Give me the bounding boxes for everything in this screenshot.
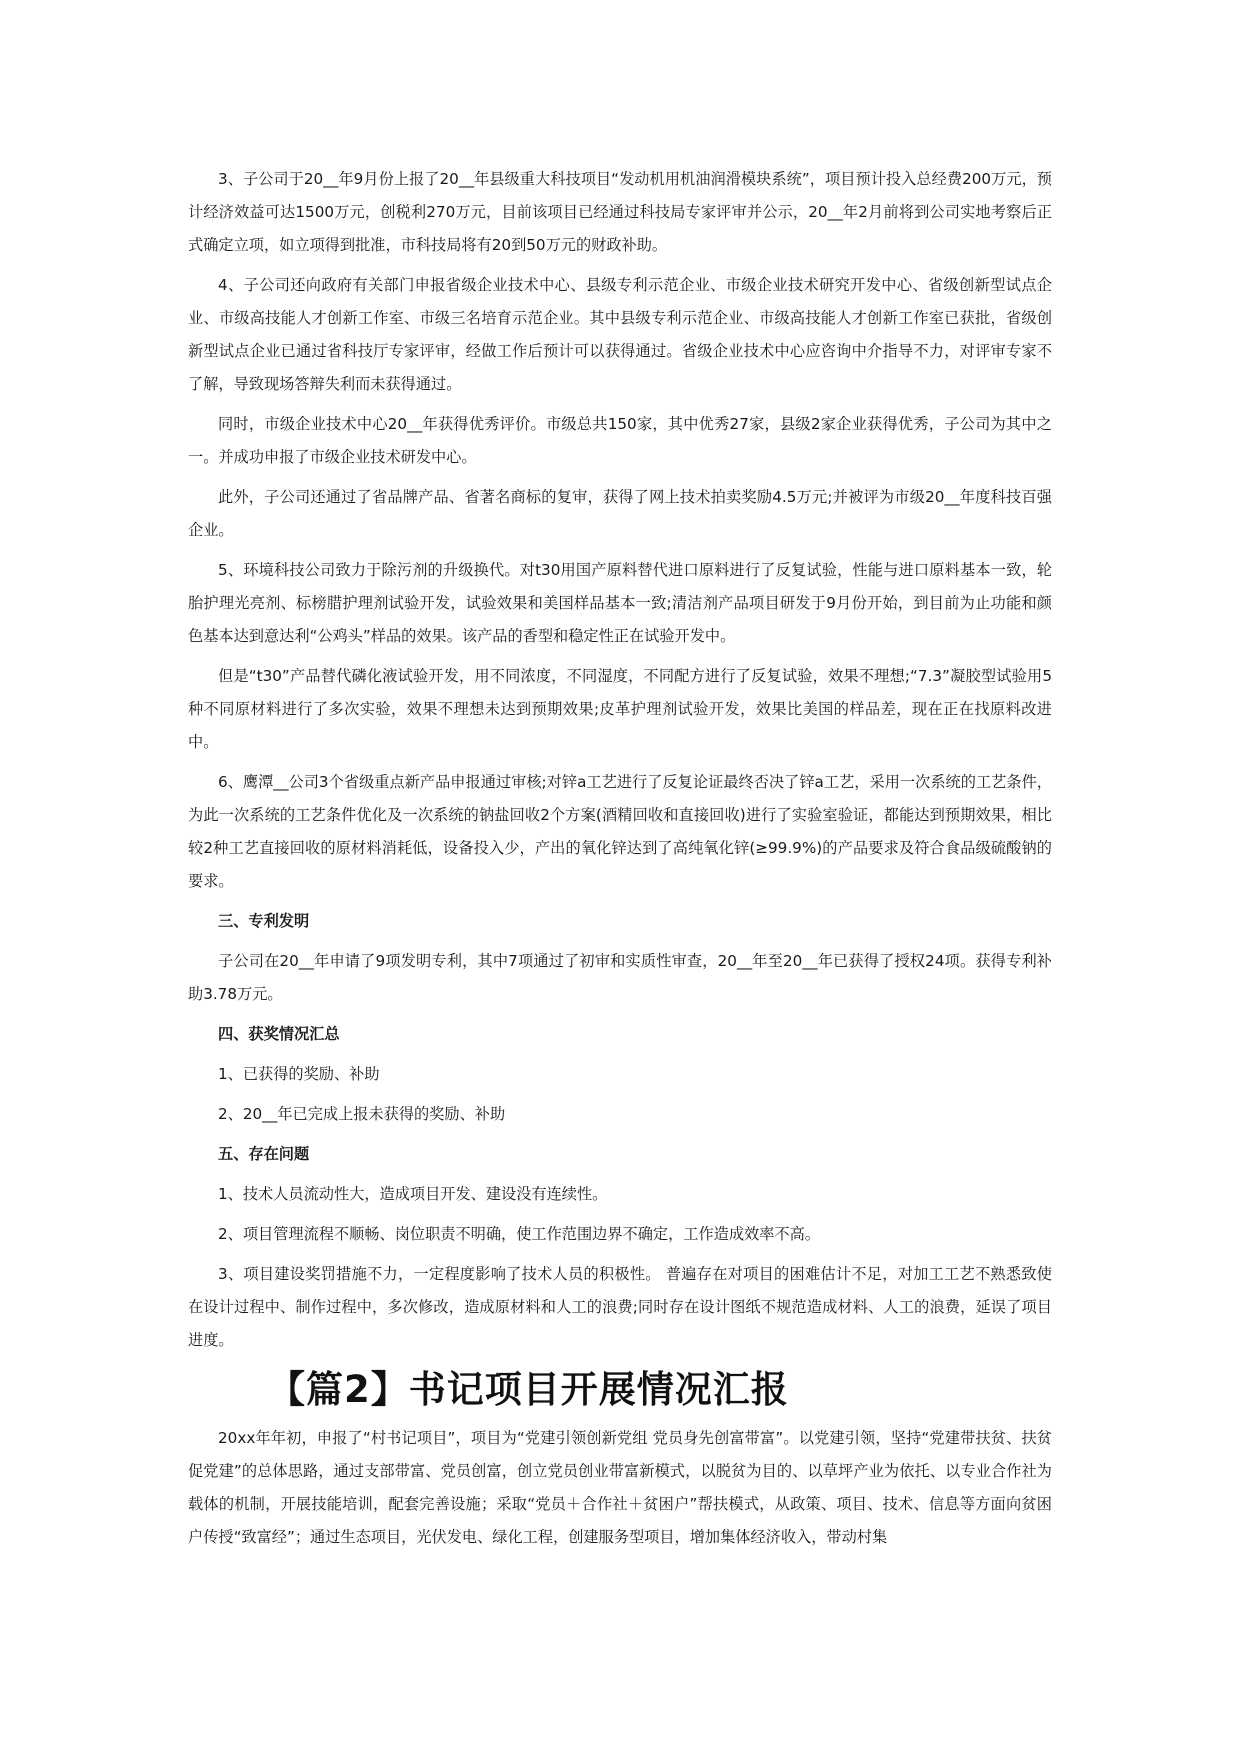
paragraph-patent: 子公司在20__年申请了9项发明专利，其中7项通过了初审和实质性审查，20__年至20__年已获得了授权24项。获得专利补助3.78万元。 <box>188 952 1052 1003</box>
section-heading-problems: 五、存在问题 <box>218 1145 310 1163</box>
paragraph-t30: 但是“t30”产品替代磷化液试验开发，用不同浓度，不同湿度，不同配方进行了反复试验，效果不理想;“7.3”凝胶型试验用5种不同原材料进行了多次实验，效果不理想未达到预期效果;皮革护理剂试验开发，效果比美国的样品差，现在正在找原料改进中。 <box>188 667 1052 751</box>
paragraph-chapter2: 20xx年年初，申报了“村书记项目”，项目为“党建引领创新党组 党员身先创富带富”。以党建引领，坚持“党建带扶贫、扶贫促党建”的总体思路，通过支部带富、党员创富，创立党员创业带富新模式，以脱贫为目的、以草坪产业为依托、以专业合作社为载体的机制，开展技能培训，配套完善设施；采取“党员＋合作社＋贫困户”帮扶模式，从政策、项目、技术、信息等方面向贫困户传授“致富经”；通过生态项目，光伏发电、绿化工程，创建服务型项目，增加集体经济收入，带动村集 <box>188 1429 1052 1546</box>
paragraph-review: 此外，子公司还通过了省品牌产品、省著名商标的复审，获得了网上技术拍卖奖励4.5万元;并被评为市级20__年度科技百强企业。 <box>188 488 1052 539</box>
problems-item-2: 2、项目管理流程不顺畅、岗位职责不明确，使工作范围边界不确定，工作造成效率不高。 <box>218 1225 820 1243</box>
document-body <box>188 163 1052 1561</box>
section-heading-awards: 四、获奖情况汇总 <box>218 1025 340 1043</box>
paragraph-item-4: 4、子公司还向政府有关部门申报省级企业技术中心、县级专利示范企业、市级企业技术研究开发中心、省级创新型试点企业、市级高技能人才创新工作室、市级三名培育示范企业。其中县级专利示范企业、市级高技能人才创新工作室已获批，省级创新型试点企业已通过省科技厅专家评审，经做工作后预计可以获得通过。省级企业技术中心应咨询中介指导不力，对评审专家不了解，导致现场答辩失利而未获得通过。 <box>188 276 1052 393</box>
paragraph-evaluation: 同时，市级企业技术中心20__年获得优秀评价。市级总共150家，其中优秀27家，县级2家企业获得优秀，子公司为其中之一。并成功申报了市级企业技术研发中心。 <box>188 415 1052 466</box>
paragraph-problems-3: 3、项目建设奖罚措施不力，一定程度影响了技术人员的积极性。 普遍存在对项目的困难估计不足，对加工工艺不熟悉致使在设计过程中、制作过程中，多次修改，造成原材料和人工的浪费;同时存在设计图纸不规范造成材料、人工的浪费，延误了项目进度。 <box>188 1265 1052 1349</box>
paragraph-item-5: 5、环境科技公司致力于除污剂的升级换代。对t30用国产原料替代进口原料进行了反复试验，性能与进口原料基本一致，轮胎护理光亮剂、标榜腊护理剂试验开发，试验效果和美国样品基本一致;清洁剂产品项目研发于9月份开始，到目前为止功能和颜色基本达到意达利“公鸡头”样品的效果。该产品的香型和稳定性正在试验开发中。 <box>188 561 1052 645</box>
awards-item-2: 2、20__年已完成上报未获得的奖励、补助 <box>218 1105 506 1123</box>
chapter-title: 【篇2】书记项目开展情况汇报 <box>268 1368 789 1411</box>
awards-item-1: 1、已获得的奖励、补助 <box>218 1065 380 1083</box>
paragraph-item-6: 6、鹰潭__公司3个省级重点新产品申报通过审核;对锌a工艺进行了反复论证最终否决了锌a工艺，采用一次系统的工艺条件，为此一次系统的工艺条件优化及一次系统的钠盐回收2个方案(酒精回收和直接回收)进行了实验室验证，都能达到预期效果，相比较2种工艺直接回收的原材料消耗低，设备投入少，产出的氧化锌达到了高纯氧化锌(≥99.9%)的产品要求及符合食品级硫酸钠的要求。 <box>188 773 1052 890</box>
paragraph-item-3: 3、子公司于20__年9月份上报了20__年县级重大科技项目“发动机用机油润滑模块系统”，项目预计投入总经费200万元，预计经济效益可达1500万元，创税利270万元，目前该项目已经通过科技局专家评审并公示，20__年2月前将到公司实地考察后正式确定立项，如立项得到批准，市科技局将有20到50万元的财政补助。 <box>188 170 1052 254</box>
problems-item-1: 1、技术人员流动性大，造成项目开发、建设没有连续性。 <box>218 1185 608 1203</box>
section-heading-patent: 三、专利发明 <box>218 912 310 930</box>
